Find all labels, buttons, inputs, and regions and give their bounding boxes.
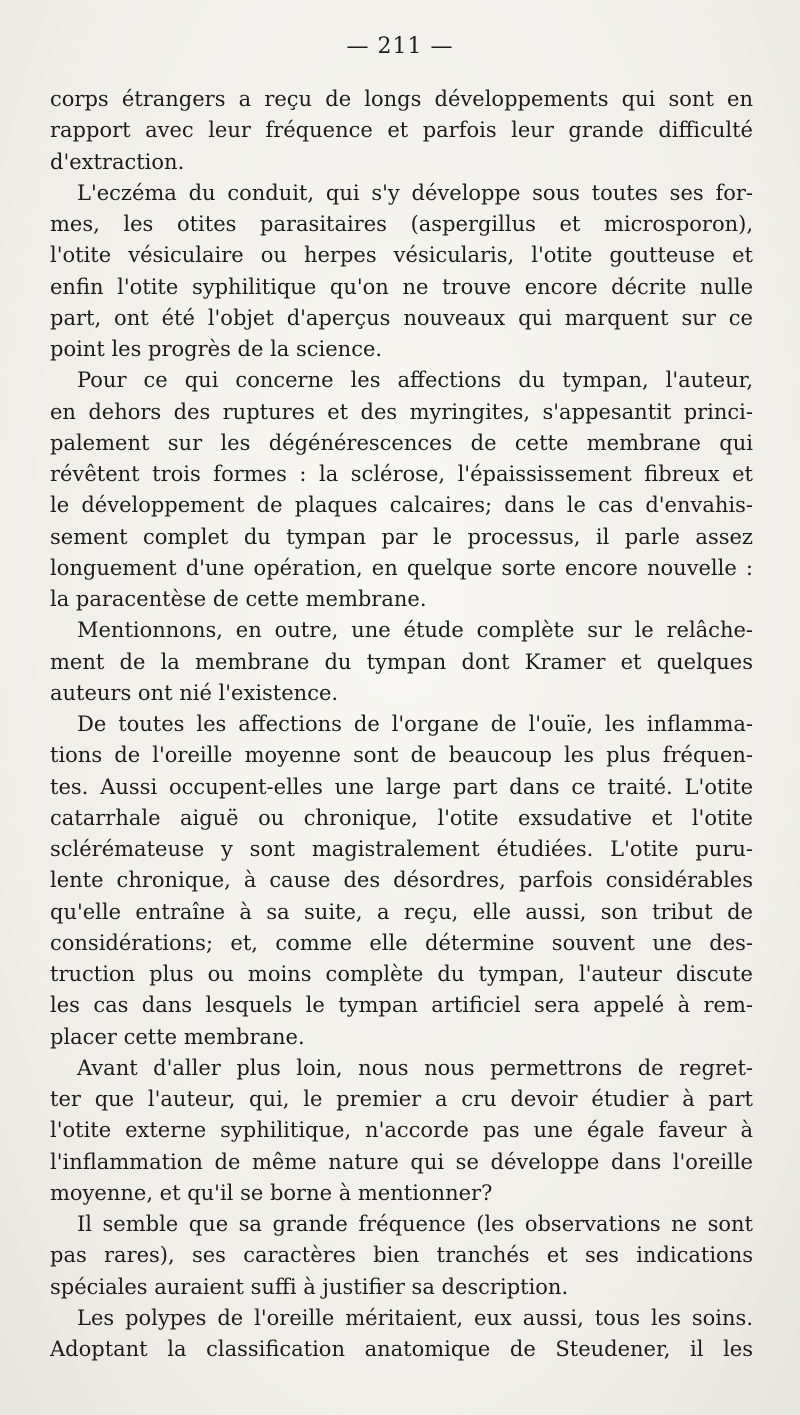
text-line: point les progrès de la science. xyxy=(50,337,383,361)
text-line: sclérémateuse y sont magistralement étudiées. L'otite puru- xyxy=(50,837,753,861)
text-line: la paracentèse de cette membrane. xyxy=(50,587,427,611)
text-line: qu'elle entraîne à sa suite, a reçu, elle aussi, son tribut de xyxy=(50,899,753,924)
text-line: révêtent trois formes : la sclérose, l'épaississement fibreux et xyxy=(50,462,753,486)
text-line: truction plus ou moins complète du tympan, l'auteur discute xyxy=(50,962,753,986)
text-line: moyenne, et qu'il se borne à mentionner? xyxy=(50,1180,493,1205)
text-line: d'extraction. xyxy=(50,149,185,174)
paragraph xyxy=(50,709,753,1053)
paragraph xyxy=(50,1053,753,1209)
text-line: le développement de plaques calcaires; dans le cas d'envahis- xyxy=(50,493,753,518)
text-line: pas rares), ses caractères bien tranchés et ses indications xyxy=(50,1243,753,1268)
text-line: Adoptant la classification anatomique de Steudener, il les xyxy=(50,1337,753,1361)
text-line: longuement d'une opération, en quelque sorte encore nouvelle : xyxy=(50,555,753,580)
paragraph xyxy=(50,178,753,366)
paragraph xyxy=(50,615,753,709)
text-line: palement sur les dégénérescences de cette membrane qui xyxy=(50,430,753,455)
paragraph xyxy=(50,1303,753,1366)
text-line: auteurs ont nié l'existence. xyxy=(50,680,339,705)
text-line: spéciales auraient suffi à justifier sa description. xyxy=(50,1274,569,1299)
text-line: catarrhale aiguë ou chronique, l'otite exsudative et l'otite xyxy=(50,805,753,830)
text-line: Mentionnons, en outre, une étude complète sur le relâche- xyxy=(77,618,753,643)
paragraph xyxy=(50,84,753,178)
text-line: ter que l'auteur, qui, le premier a cru devoir étudier à part xyxy=(50,1087,753,1111)
text-line: ment de la membrane du tympan dont Kramer et quelques xyxy=(50,649,753,674)
text-line: tes. Aussi occupent-elles une large part dans ce traité. L'otite xyxy=(50,774,753,799)
text-line: Les polypes de l'oreille méritaient, eux aussi, tous les soins. xyxy=(77,1305,753,1330)
text-line: Avant d'aller plus loin, nous nous permettrons de regret- xyxy=(77,1055,753,1080)
text-line: considérations; et, comme elle détermine souvent une des- xyxy=(50,930,753,955)
body-text xyxy=(50,84,753,1365)
text-line: De toutes les affections de l'organe de l'ouïe, les inflamma- xyxy=(77,712,753,736)
text-line: sement complet du tympan par le processus, il parle assez xyxy=(50,524,753,549)
paragraph xyxy=(50,1209,753,1303)
text-line: l'inflammation de même nature qui se développe dans l'oreille xyxy=(50,1149,753,1174)
text-line: rapport avec leur fréquence et parfois leur grande difficulté xyxy=(50,118,753,143)
text-line: Pour ce qui concerne les affections du tympan, l'auteur, xyxy=(77,368,753,393)
text-line: l'otite vésiculaire ou herpes vésicularis, l'otite goutteuse et xyxy=(50,243,753,268)
text-line: part, ont été l'objet d'aperçus nouveaux qui marquent sur ce xyxy=(50,305,753,330)
text-line: lente chronique, à cause des désordres, parfois considérables xyxy=(50,868,753,893)
text-line: mes, les otites parasitaires (aspergillus et microsporon), xyxy=(50,212,753,236)
text-line: Il semble que sa grande fréquence (les observations ne sont xyxy=(77,1212,753,1236)
text-line: l'otite externe syphilitique, n'accorde pas une égale faveur à xyxy=(50,1118,753,1143)
text-line: en dehors des ruptures et des myringites, s'appesantit princi- xyxy=(50,399,753,424)
text-line: corps étrangers a reçu de longs développements qui sont en xyxy=(50,87,753,111)
page-number: — 211 — xyxy=(346,34,454,59)
text-line: placer cette membrane. xyxy=(50,1024,305,1049)
paragraph xyxy=(50,365,753,615)
text-line: L'eczéma du conduit, qui s'y développe sous toutes ses for- xyxy=(77,180,753,205)
text-line: tions de l'oreille moyenne sont de beaucoup les plus fréquen- xyxy=(50,743,753,768)
text-line: enfin l'otite syphilitique qu'on ne trouve encore décrite nulle xyxy=(50,274,753,299)
text-line: les cas dans lesquels le tympan artificiel sera appelé à rem- xyxy=(50,993,753,1018)
